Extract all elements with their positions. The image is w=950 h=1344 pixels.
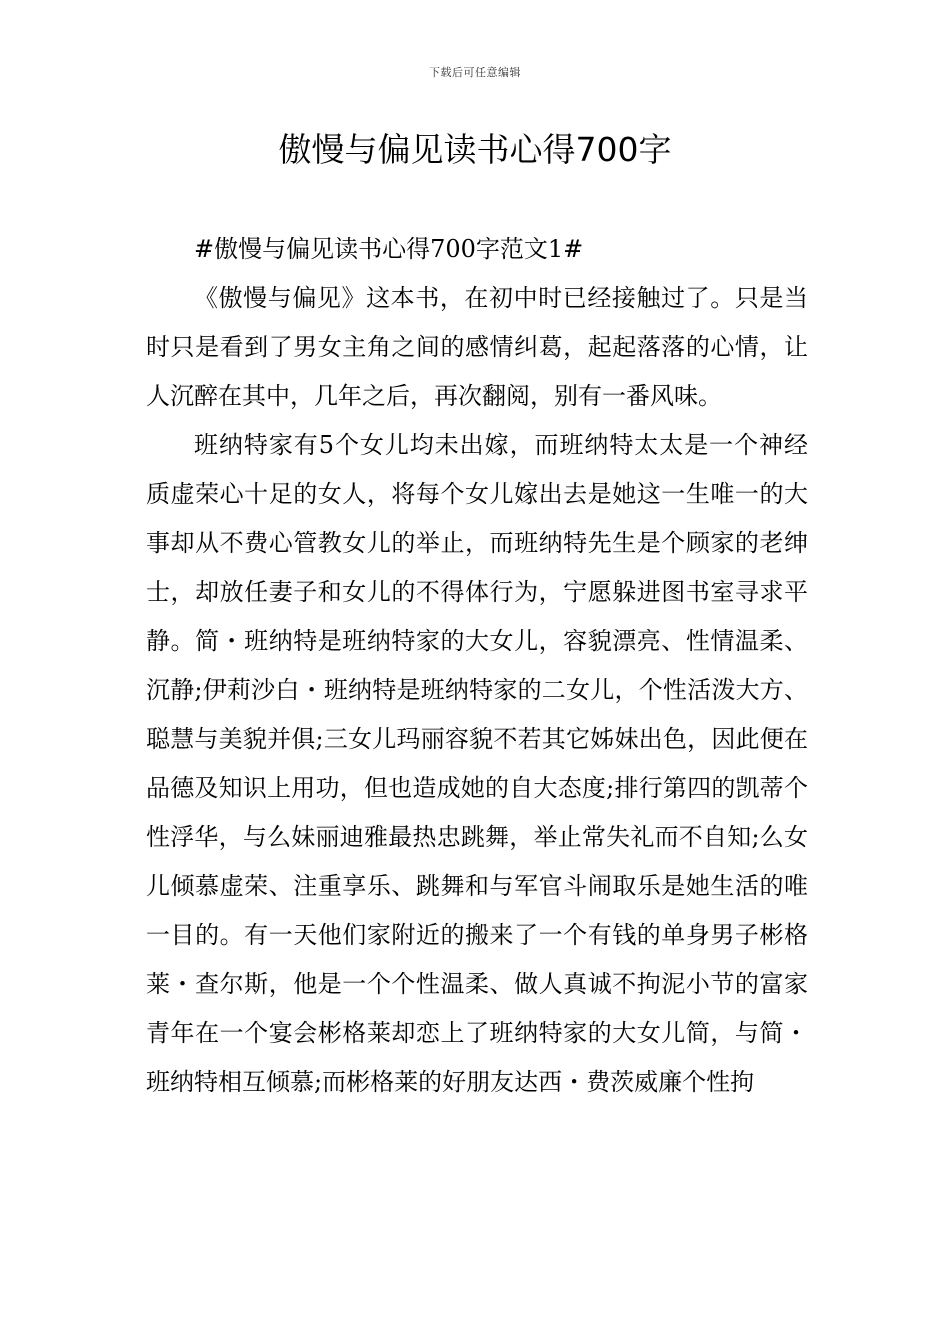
paragraph-plot: 班纳特家有5个女儿均未出嫁，而班纳特太太是一个神经质虚荣心十足的女人，将每个女儿嫁出去是她这一生唯一的大事却从不费心管教女儿的举止，而班纳特先生是个顾家的老绅士，却放任妻子和女儿的不得体行为，宁愿躲进图书室寻求平静。简・班纳特是班纳特家的大女儿，容貌漂亮、性情温柔、沉静;伊莉沙白・班纳特是班纳特家的二女儿，个性活泼大方、聪慧与美貌并俱;三女儿玛丽容貌不若其它姊妹出色，因此便在品德及知识上用功，但也造成她的自大态度;排行第四的凯蒂个性浮华，与么妹丽迪雅最热忠跳舞，举止常失礼而不自知;么女儿倾慕虚荣、注重享乐、跳舞和与军官斗闹取乐是她生活的唯一目的。有一天他们家附近的搬来了一个有钱的单身男子彬格莱・查尔斯，他是一个个性温柔、做人真诚不拘泥小节的富家青年在一个宴会彬格莱却恋上了班纳特家的大女儿简，与简・班纳特相互倾慕;而彬格莱的好朋友达西・费茨威廉个性拘 <box>146 431 808 1096</box>
document-body <box>146 225 808 1107</box>
paragraph-intro: 《傲慢与偏见》这本书，在初中时已经接触过了。只是当时只是看到了男女主角之间的感情纠葛，起起落落的心情，让人沉醉在其中，几年之后，再次翻阅，别有一番风味。 <box>146 284 808 410</box>
header-note: 下载后可任意编辑 <box>429 66 521 79</box>
section-heading: #傲慢与偏见读书心得700字范文1# <box>194 235 584 263</box>
document-title: 傲慢与偏见读书心得700字 <box>278 130 672 169</box>
